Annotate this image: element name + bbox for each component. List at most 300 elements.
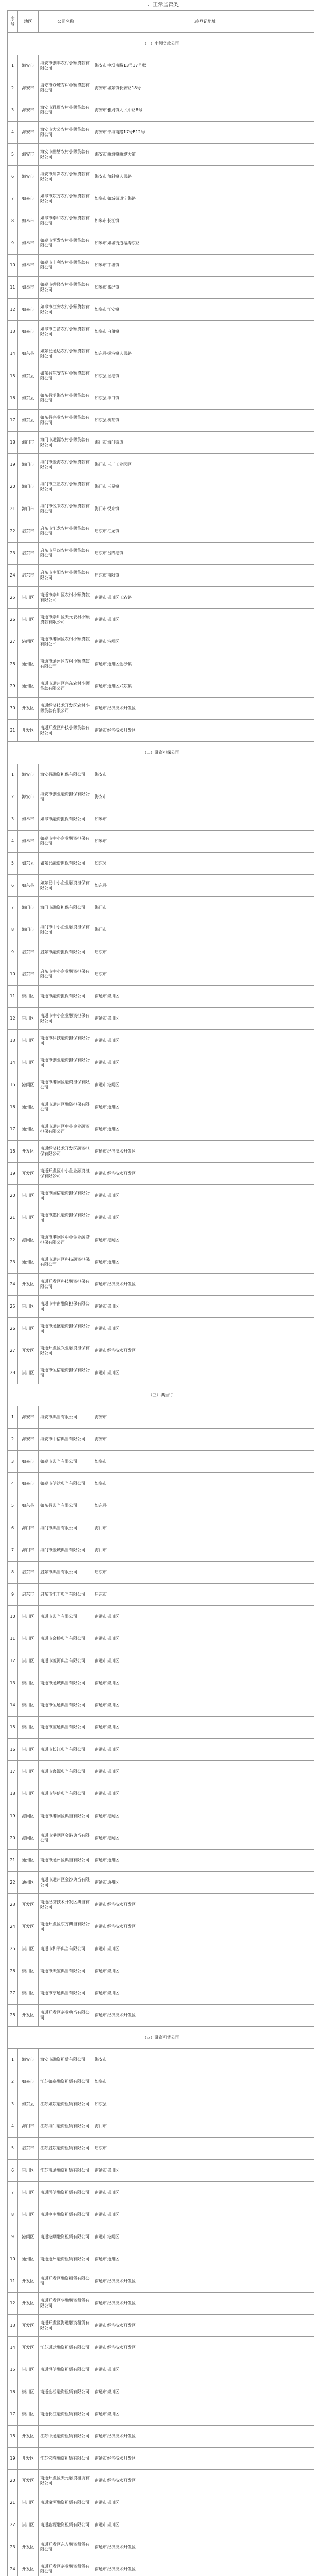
row-company-name: 南通市创业融资担保有限公司 <box>39 1052 93 1074</box>
row-area: 启东市 <box>18 941 39 963</box>
table-row <box>8 831 314 853</box>
table-row <box>8 1783 314 1805</box>
table-row <box>8 1539 314 1562</box>
row-area: 海门市 <box>18 1517 39 1539</box>
row-number: 4 <box>8 1473 18 1495</box>
table-row <box>8 2426 314 2448</box>
row-number: 5 <box>8 2138 18 2160</box>
row-company-name: 海安市雅周农村小额贷款有限公司 <box>39 99 93 122</box>
row-address: 南通市崇川区 <box>93 1296 314 1318</box>
row-number: 10 <box>8 1606 18 1628</box>
row-number: 8 <box>8 210 18 232</box>
section-row <box>8 742 314 764</box>
row-address: 南通市崇川区 <box>93 1960 314 1982</box>
row-company-name: 南通市天宝典当有限公司 <box>39 1960 93 1982</box>
row-area: 启东市 <box>18 543 39 565</box>
row-address: 如东县洋口镇 <box>93 387 314 410</box>
table-row <box>8 1185 314 1207</box>
row-number: 3 <box>8 2093 18 2115</box>
row-address: 南通市经济技术开发区 <box>93 2005 314 2027</box>
table-row <box>8 1916 314 1938</box>
row-area: 海安市 <box>18 786 39 808</box>
row-number: 3 <box>8 1451 18 1473</box>
row-area: 通州区 <box>18 653 39 675</box>
row-company-name: 南通市通盛融资担保有限公司 <box>39 1318 93 1340</box>
row-number: 9 <box>8 2226 18 2248</box>
row-area: 崇川区 <box>18 2182 39 2204</box>
row-number: 7 <box>8 897 18 919</box>
row-area: 如皋市 <box>18 321 39 343</box>
row-address: 南通市崇川区 <box>93 1030 314 1052</box>
row-address: 如皋市江安镇 <box>93 299 314 321</box>
row-area: 崇川区 <box>18 1606 39 1628</box>
row-area: 崇川区 <box>18 609 39 631</box>
table-row <box>8 1429 314 1451</box>
row-company-name: 海门市典当有限公司 <box>39 1517 93 1539</box>
row-address: 南通市崇川区 <box>93 1982 314 2005</box>
row-area: 开发区 <box>18 1141 39 1163</box>
row-company-name: 南通市中南融资担保有限公司 <box>39 1296 93 1318</box>
row-area: 启东市 <box>18 1584 39 1606</box>
table-row <box>8 2071 314 2093</box>
table-row <box>8 1163 314 1185</box>
row-number: 2 <box>8 786 18 808</box>
row-area: 崇川区 <box>18 1362 39 1384</box>
table-row <box>8 2270 314 2293</box>
row-area: 开发区 <box>18 2270 39 2293</box>
table-row <box>8 1096 314 1118</box>
row-number: 17 <box>8 410 18 432</box>
row-address: 南通市港闸区 <box>93 2226 314 2248</box>
table-row <box>8 1872 314 1894</box>
table-row <box>8 2160 314 2182</box>
row-company-name: 如皋市恒发农村小额贷款有限公司 <box>39 232 93 255</box>
row-number: 23 <box>8 1894 18 1916</box>
table-row <box>8 2204 314 2226</box>
row-company-name: 南通市亨通典当有限公司 <box>39 1982 93 2005</box>
row-address: 启东市 <box>93 941 314 963</box>
row-number: 4 <box>8 2115 18 2138</box>
row-number: 7 <box>8 1539 18 1562</box>
row-address: 南通市通州区兴东镇 <box>93 675 314 698</box>
row-company-name: 南通市科技融资担保有限公司 <box>39 1030 93 1052</box>
table-row <box>8 432 314 454</box>
table-row <box>8 343 314 365</box>
table-row <box>8 963 314 986</box>
row-number: 20 <box>8 1827 18 1850</box>
row-number: 5 <box>8 853 18 875</box>
table-row <box>8 2248 314 2270</box>
table-row <box>8 1672 314 1694</box>
table-row <box>8 122 314 144</box>
row-company-name: 南通市融资担保有限公司 <box>39 986 93 1008</box>
row-area: 海安市 <box>18 99 39 122</box>
row-area: 海安市 <box>18 77 39 99</box>
table-row <box>8 255 314 277</box>
row-company-name: 南通开发区东方典当有限公司 <box>39 1916 93 1938</box>
section-label: （二）融资担保公司 <box>8 742 314 764</box>
table-row <box>8 919 314 941</box>
row-address: 如皋市如城街道福寿东路 <box>93 232 314 255</box>
row-area: 崇川区 <box>18 1628 39 1650</box>
table-row <box>8 2049 314 2071</box>
table-row <box>8 2005 314 2027</box>
row-company-name: 南通市典当有限公司 <box>39 1606 93 1628</box>
table-row <box>8 1406 314 1429</box>
row-area: 开发区 <box>18 2448 39 2470</box>
row-number: 9 <box>8 1584 18 1606</box>
row-number: 18 <box>8 1141 18 1163</box>
row-area: 崇川区 <box>18 1938 39 1960</box>
table-row <box>8 2536 314 2558</box>
table-row <box>8 476 314 498</box>
row-number: 6 <box>8 1517 18 1539</box>
row-company-name: 南通市港闸区金港典当有限公司 <box>39 1827 93 1850</box>
row-address: 如东县 <box>93 853 314 875</box>
table-row <box>8 1074 314 1096</box>
row-company-name: 南通开发区东方融资租赁有限公司 <box>39 2536 93 2558</box>
row-company-name: 江苏海门融资租赁有限公司 <box>39 2115 93 2138</box>
row-area: 崇川区 <box>18 1739 39 1761</box>
row-area: 崇川区 <box>18 986 39 1008</box>
row-number: 4 <box>8 122 18 144</box>
row-area: 港闸区 <box>18 2226 39 2248</box>
row-number: 27 <box>8 631 18 653</box>
row-area: 崇川区 <box>18 1296 39 1318</box>
table-row <box>8 2115 314 2138</box>
row-area: 崇川区 <box>18 1030 39 1052</box>
row-address: 南通市崇川区 <box>93 1362 314 1384</box>
row-company-name: 启东市融资担保有限公司 <box>39 941 93 963</box>
row-area: 崇川区 <box>18 1008 39 1030</box>
table-row <box>8 1606 314 1628</box>
row-number: 11 <box>8 1628 18 1650</box>
row-address: 海安市角斜镇人民路 <box>93 166 314 188</box>
row-company-name: 如皋市丰利农村小额贷款有限公司 <box>39 255 93 277</box>
row-address: 南通市港闸区 <box>93 1805 314 1827</box>
row-number: 20 <box>8 2470 18 2492</box>
row-company-name: 海安市典当有限公司 <box>39 1406 93 1429</box>
row-number: 10 <box>8 2248 18 2270</box>
row-area: 开发区 <box>18 2536 39 2558</box>
row-address: 南通市通州区 <box>93 2248 314 2270</box>
row-area: 如皋市 <box>18 831 39 853</box>
row-area: 如皋市 <box>18 1451 39 1473</box>
row-number: 24 <box>8 2558 18 2576</box>
row-address: 南通市港闸区 <box>93 1827 314 1850</box>
row-number: 1 <box>8 2049 18 2071</box>
row-number: 2 <box>8 2071 18 2093</box>
row-area: 通州区 <box>18 1850 39 1872</box>
row-address: 海安市 <box>93 1429 314 1451</box>
row-address: 如皋市丁堰镇 <box>93 255 314 277</box>
row-company-name: 如皋市泰和农村小额贷款有限公司 <box>39 210 93 232</box>
row-address: 南通市经济技术开发区 <box>93 1894 314 1916</box>
table-row <box>8 1229 314 1251</box>
row-area: 崇川区 <box>18 2403 39 2426</box>
row-company-name: 海门市悦来农村小额贷款有限公司 <box>39 498 93 520</box>
row-company-name: 启东市南阳农村小额贷款有限公司 <box>39 565 93 587</box>
row-address: 南通市崇川区 <box>93 1650 314 1672</box>
row-number: 10 <box>8 255 18 277</box>
row-number: 15 <box>8 1074 18 1096</box>
row-address: 南通市崇川区 <box>93 1783 314 1805</box>
row-address: 海安市曲塘镇曲塘大道 <box>93 144 314 166</box>
row-address: 如东县栟茶镇 <box>93 410 314 432</box>
row-company-name: 南通开发区科技小额贷款有限公司 <box>39 720 93 742</box>
row-address: 南通市崇川区 <box>93 2182 314 2204</box>
row-company-name: 南通市通州区兴东农村小额贷款有限公司 <box>39 675 93 698</box>
row-company-name: 江苏中通融资租赁有限公司 <box>39 2426 93 2448</box>
row-company-name: 南通市宝通典当有限公司 <box>39 1717 93 1739</box>
row-company-name: 南通市通州区典当有限公司 <box>39 1850 93 1872</box>
row-number: 20 <box>8 1185 18 1207</box>
table-row <box>8 99 314 122</box>
row-company-name: 江苏通达融资租赁有限公司 <box>39 2337 93 2359</box>
row-company-name: 南通市港闸区农村小额贷款有限公司 <box>39 631 93 653</box>
row-address: 南通市经济技术开发区 <box>93 2426 314 2448</box>
row-number: 14 <box>8 1052 18 1074</box>
row-area: 海安市 <box>18 122 39 144</box>
row-number: 5 <box>8 1495 18 1517</box>
row-area: 通州区 <box>18 1251 39 1274</box>
row-number: 7 <box>8 2182 18 2204</box>
row-address: 南通市港闸区 <box>93 1229 314 1251</box>
row-number: 8 <box>8 2204 18 2226</box>
table-row <box>8 675 314 698</box>
row-address: 南通市通州区 <box>93 1096 314 1118</box>
row-area: 港闸区 <box>18 1074 39 1096</box>
row-number: 14 <box>8 2337 18 2359</box>
row-company-name: 南通金桥融资租赁有限公司 <box>39 2381 93 2403</box>
row-number: 21 <box>8 2492 18 2514</box>
row-company-name: 南通市港闸区典当有限公司 <box>39 1805 93 1827</box>
row-area: 开发区 <box>18 698 39 720</box>
row-number: 13 <box>8 1030 18 1052</box>
table-row <box>8 1761 314 1783</box>
row-company-name: 启东市汇龙农村小额贷款有限公司 <box>39 520 93 543</box>
row-address: 南通市崇川区 <box>93 1185 314 1207</box>
table-row <box>8 1318 314 1340</box>
row-company-name: 启东市中小企业融资担保有限公司 <box>39 963 93 986</box>
row-number: 19 <box>8 1805 18 1827</box>
row-area: 如皋市 <box>18 1473 39 1495</box>
row-address: 南通市崇川区 <box>93 1761 314 1783</box>
row-company-name: 南通市华信典当有限公司 <box>39 1783 93 1805</box>
table-row <box>8 1894 314 1916</box>
row-number: 22 <box>8 1229 18 1251</box>
row-company-name: 南通市通州区农村小额贷款有限公司 <box>39 653 93 675</box>
row-area: 如皋市 <box>18 808 39 831</box>
table-row <box>8 144 314 166</box>
table-row <box>8 1141 314 1163</box>
row-address: 如皋市 <box>93 2071 314 2093</box>
row-number: 3 <box>8 808 18 831</box>
row-area: 崇川区 <box>18 2359 39 2381</box>
row-company-name: 南通濠河融资租赁有限公司 <box>39 2492 93 2514</box>
row-number: 5 <box>8 144 18 166</box>
row-address: 启东市 <box>93 1562 314 1584</box>
table-row <box>8 1982 314 2005</box>
table-row <box>8 1517 314 1539</box>
row-number: 25 <box>8 1938 18 1960</box>
row-number: 15 <box>8 2359 18 2381</box>
row-area: 如东县 <box>18 875 39 897</box>
row-address: 启东市 <box>93 1584 314 1606</box>
row-company-name: 如东县通达农村小额贷款有限公司 <box>39 343 93 365</box>
row-company-name: 南通市通州区融资担保有限公司 <box>39 1096 93 1118</box>
row-address: 海门市悦来镇 <box>93 498 314 520</box>
row-number: 26 <box>8 1960 18 1982</box>
table-row <box>8 1584 314 1606</box>
row-number: 22 <box>8 520 18 543</box>
row-area: 开发区 <box>18 1274 39 1296</box>
row-company-name: 如皋市中小企业融资担保有限公司 <box>39 831 93 853</box>
row-area: 崇川区 <box>18 2492 39 2514</box>
row-number: 16 <box>8 1739 18 1761</box>
row-company-name: 启东市典当有限公司 <box>39 1562 93 1584</box>
row-area: 开发区 <box>18 2558 39 2576</box>
row-company-name: 南通经济技术开发区典当有限公司 <box>39 1894 93 1916</box>
row-company-name: 如皋市典当有限公司 <box>39 1451 93 1473</box>
row-address: 海安市 <box>93 786 314 808</box>
row-number: 13 <box>8 321 18 343</box>
row-company-name: 如皋市融资担保有限公司 <box>39 808 93 831</box>
row-area: 海安市 <box>18 1406 39 1429</box>
row-number: 24 <box>8 565 18 587</box>
row-number: 3 <box>8 99 18 122</box>
table-row <box>8 1650 314 1672</box>
section-row <box>8 33 314 55</box>
table-row <box>8 1739 314 1761</box>
row-number: 15 <box>8 365 18 387</box>
table-row <box>8 1274 314 1296</box>
table-row <box>8 2138 314 2160</box>
table-row <box>8 1296 314 1318</box>
row-area: 崇川区 <box>18 1318 39 1340</box>
table-row <box>8 454 314 476</box>
row-area: 海安市 <box>18 55 39 77</box>
table-header-row <box>8 11 314 33</box>
table-row <box>8 77 314 99</box>
table-row <box>8 1473 314 1495</box>
row-area: 海门市 <box>18 1539 39 1562</box>
row-company-name: 南通市港闸区融资担保有限公司 <box>39 1074 93 1096</box>
row-number: 6 <box>8 166 18 188</box>
table-row <box>8 1495 314 1517</box>
row-area: 崇川区 <box>18 1650 39 1672</box>
row-area: 如皋市 <box>18 255 39 277</box>
row-address: 海安市雅周镇人民中路8号 <box>93 99 314 122</box>
row-company-name: 海门市中小企业融资担保有限公司 <box>39 919 93 941</box>
row-address: 启东市吕四港镇 <box>93 543 314 565</box>
row-area: 开发区 <box>18 2337 39 2359</box>
table-row <box>8 1960 314 1982</box>
row-company-name: 南通国信融资租赁有限公司 <box>39 2182 93 2204</box>
table-row <box>8 1451 314 1473</box>
row-area: 崇川区 <box>18 1207 39 1229</box>
row-company-name: 启东市汇丰典当有限公司 <box>39 1584 93 1606</box>
header-name: 公司名称 <box>39 11 93 33</box>
table-row <box>8 653 314 675</box>
row-area: 崇川区 <box>18 2381 39 2403</box>
row-company-name: 南通市金桥典当有限公司 <box>39 1628 93 1650</box>
row-company-name: 南通开发区华融融资租赁有限公司 <box>39 2293 93 2315</box>
table-row <box>8 387 314 410</box>
row-address: 如皋市长江镇 <box>93 210 314 232</box>
row-address: 海门市海门街道 <box>93 432 314 454</box>
row-area: 崇川区 <box>18 1672 39 1694</box>
row-address: 南通市通州区 <box>93 1251 314 1274</box>
row-address: 南通市崇川区 <box>93 1717 314 1739</box>
row-address: 南通市经济技术开发区 <box>93 2558 314 2576</box>
table-row <box>8 365 314 387</box>
table-row <box>8 2093 314 2115</box>
row-address: 南通市经济技术开发区 <box>93 2470 314 2492</box>
table-row <box>8 853 314 875</box>
row-company-name: 南通市通州区科技融资担保有限公司 <box>39 1251 93 1274</box>
row-company-name: 南通市通城典当有限公司 <box>39 1672 93 1694</box>
row-number: 25 <box>8 1296 18 1318</box>
section-label: （三）典当行 <box>8 1384 314 1406</box>
row-company-name: 海门市三星农村小额贷款有限公司 <box>39 476 93 498</box>
row-company-name: 南通市恒信融资担保有限公司 <box>39 1362 93 1384</box>
row-address: 海门市三星镇 <box>93 476 314 498</box>
row-area: 崇川区 <box>18 1717 39 1739</box>
row-company-name: 南通市通州区金沙典当有限公司 <box>39 1872 93 1894</box>
row-company-name: 南通中南融资租赁有限公司 <box>39 2204 93 2226</box>
row-company-name: 海安市大公农村小额贷款有限公司 <box>39 122 93 144</box>
table-row <box>8 321 314 343</box>
row-address: 南通市经济技术开发区 <box>93 698 314 720</box>
row-number: 11 <box>8 277 18 299</box>
row-area: 海门市 <box>18 498 39 520</box>
row-number: 20 <box>8 476 18 498</box>
row-company-name: 南通市和平典当有限公司 <box>39 1938 93 1960</box>
row-area: 如皋市 <box>18 188 39 210</box>
table-row <box>8 1938 314 1960</box>
table-row <box>8 1827 314 1850</box>
row-area: 通州区 <box>18 2248 39 2270</box>
row-number: 28 <box>8 1362 18 1384</box>
row-area: 崇川区 <box>18 1982 39 2005</box>
row-address: 海安市城东镇长安路18号 <box>93 77 314 99</box>
row-address: 南通市崇川区 <box>93 2204 314 2226</box>
row-number: 8 <box>8 919 18 941</box>
row-company-name: 如东县沿海农村小额贷款有限公司 <box>39 387 93 410</box>
row-company-name: 海安市创业融资担保有限公司 <box>39 786 93 808</box>
row-address: 海安市 <box>93 2049 314 2071</box>
row-area: 开发区 <box>18 2005 39 2027</box>
table-row <box>8 1340 314 1362</box>
row-area: 崇川区 <box>18 1783 39 1805</box>
table-row <box>8 2337 314 2359</box>
row-address: 南通市经济技术开发区 <box>93 720 314 742</box>
row-area: 海安市 <box>18 2049 39 2071</box>
row-area: 海安市 <box>18 144 39 166</box>
row-number: 11 <box>8 2270 18 2293</box>
table-row <box>8 1207 314 1229</box>
row-number: 29 <box>8 675 18 698</box>
row-area: 海门市 <box>18 454 39 476</box>
row-area: 开发区 <box>18 2315 39 2337</box>
row-address: 海门市 <box>93 919 314 941</box>
row-address: 南通市经济技术开发区 <box>93 1916 314 1938</box>
row-company-name: 南通市濠河典当有限公司 <box>39 1650 93 1672</box>
row-number: 22 <box>8 1872 18 1894</box>
row-company-name: 南通市长江典当有限公司 <box>39 1739 93 1761</box>
table-row <box>8 698 314 720</box>
